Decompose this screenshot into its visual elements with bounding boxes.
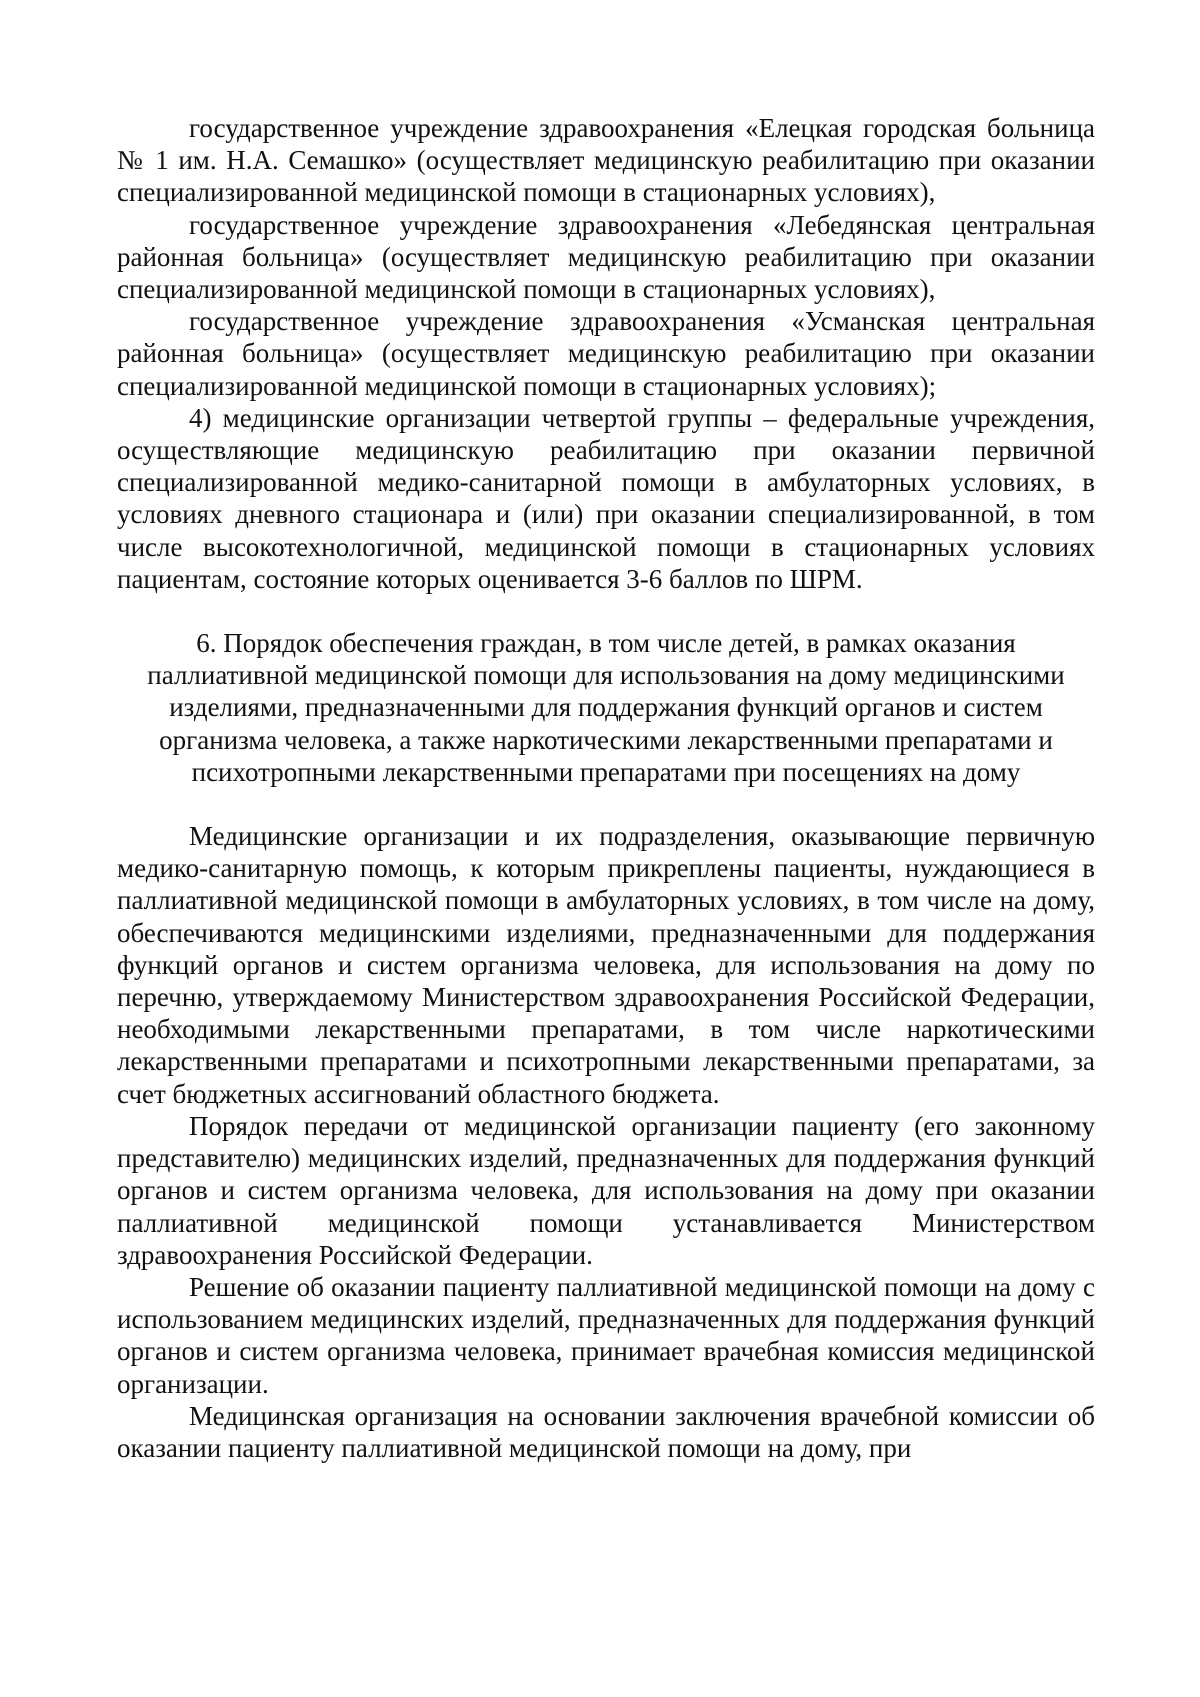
paragraph-transfer-procedure: Порядок передачи от медицинской организации пациенту (его законному представителю) медицинских изделий, предназначенных для поддержания функций органов и систем организма человека, для использования на дому при оказании паллиативной медицинской помощи устанавливается Министерством здравоохранения Российской Федерации.: [117, 1110, 1095, 1270]
paragraph-commission-conclusion: Медицинская организация на основании заключения врачебной комиссии об оказании пациенту паллиативной медицинской помощи на дому, при: [117, 1400, 1095, 1463]
section-heading: 6. Порядок обеспечения граждан, в том числе детей, в рамках оказания паллиативной медицинской помощи для использования на дому медицинскими изделиями, предназначенными для поддержания функций органов и систем организма человека, а также наркотическими лекарственными препаратами и психотропными лекарственными препаратами при посещениях на дому: [147, 628, 1065, 787]
paragraph-medical-organizations: Медицинские организации и их подразделения, оказывающие первичную медико-санитарную помощь, к которым прикреплены пациенты, нуждающиеся в паллиативной медицинской помощи в амбулаторных условиях, в том числе на дому, обеспечиваются медицинскими изделиями, предназначенными для поддержания функций органов и систем организма человека, для использования на дому по перечню, утверждаемому Министерством здравоохранения Российской Федерации, необходимыми лекарственными препаратами, в том числе наркотическими лекарственными препаратами и психотропными лекарственными препаратами, за счет бюджетных ассигнований областного бюджета.: [117, 821, 1095, 1109]
document-page: [117, 112, 1095, 1464]
paragraph-yelets-hospital: государственное учреждение здравоохранения «Елецкая городская больница № 1 им. Н.А. Семашко» (осуществляет медицинскую реабилитацию при оказании специализированной медицинской помощи в стационарных условиях),: [117, 113, 1095, 208]
paragraph-commission-decision: Решение об оказании пациенту паллиативной медицинской помощи на дому с использованием медицинских изделий, предназначенных для поддержания функций органов и систем организма человека, принимает врачебная комиссия медицинской организации.: [117, 1271, 1095, 1399]
paragraph-fourth-group: 4) медицинские организации четвертой группы – федеральные учреждения, осуществляющие медицинскую реабилитацию при оказании первичной специализированной медико-санитарной помощи в амбулаторных условиях, в условиях дневного стационара и (или) при оказании специализированной, в том числе высокотехнологичной, медицинской помощи в стационарных условиях пациентам, состояние которых оценивается 3-6 баллов по ШРМ.: [117, 402, 1095, 594]
paragraph-usman-hospital: государственное учреждение здравоохранения «Усманская центральная районная больница» (осуществляет медицинскую реабилитацию при оказании специализированной медицинской помощи в стационарных условиях);: [117, 306, 1095, 401]
paragraph-lebedyan-hospital: государственное учреждение здравоохранения «Лебедянская центральная районная больница» (осуществляет медицинскую реабилитацию при оказании специализированной медицинской помощи в стационарных условиях),: [117, 209, 1095, 305]
